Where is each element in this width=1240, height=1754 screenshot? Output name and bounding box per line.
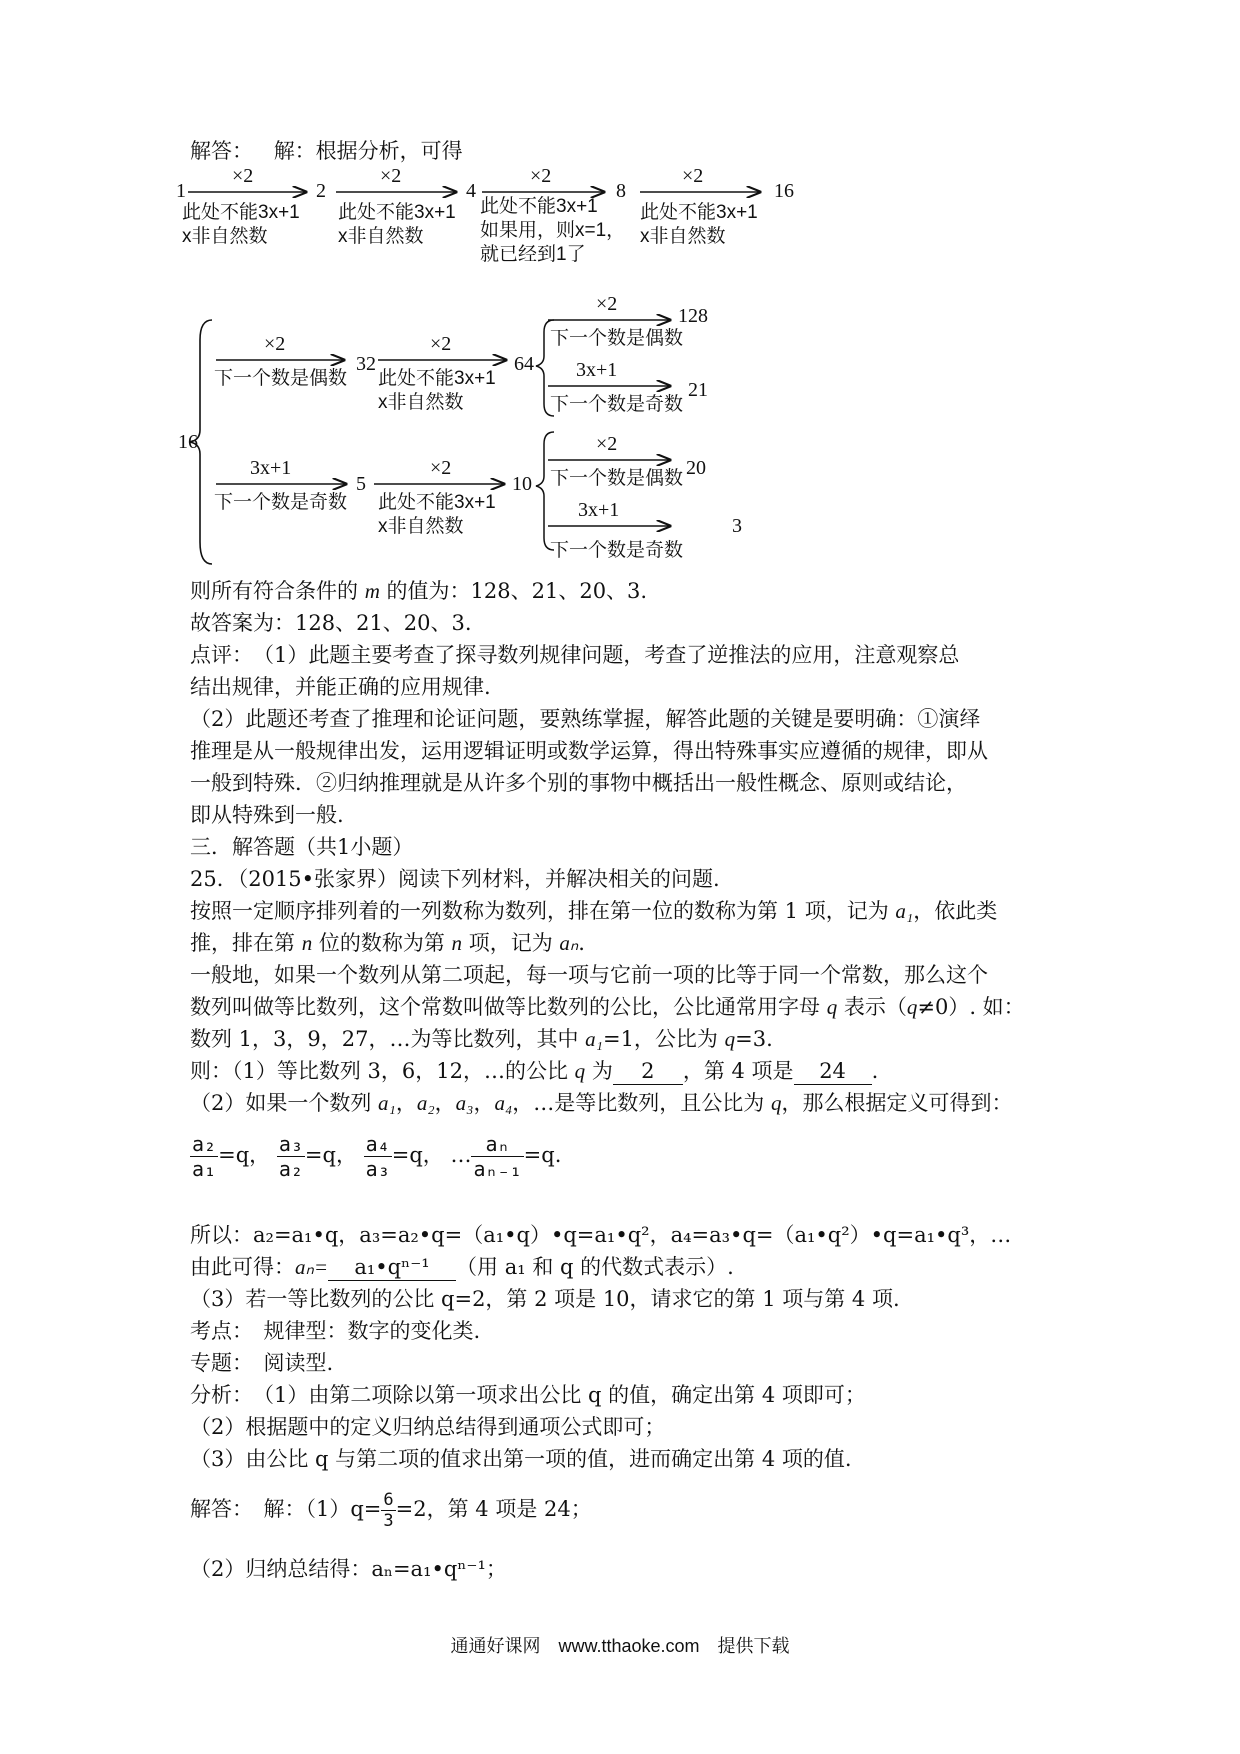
- denominator: a₂: [278, 1157, 303, 1181]
- var: q: [826, 995, 838, 1019]
- text: .: [578, 931, 585, 955]
- text: 位的数称为第: [312, 931, 452, 955]
- branch-label: 下一个数是偶数: [550, 468, 684, 489]
- text: ，: [473, 1091, 495, 1115]
- flow-diagram-2: [178, 280, 778, 570]
- op-label: 3x+1: [250, 457, 292, 479]
- var: a₁: [585, 1027, 603, 1051]
- knowledge-point: 考点： 规律型：数字的变化类.: [190, 1319, 481, 1343]
- denominator: a₁: [192, 1157, 217, 1181]
- var: a₂: [416, 1091, 435, 1115]
- text: 则所有符合条件的: [190, 579, 365, 603]
- node-21: 21: [688, 379, 708, 401]
- text: 按照一定顺序排列着的一列数称为数列，排在第一位的数称为第 1 项，记为: [190, 899, 896, 923]
- op-label: ×2: [596, 293, 618, 315]
- analysis-line: （3）由公比 q 与第二项的值求出第一项的值，进而确定出第 4 项的值.: [190, 1447, 852, 1471]
- var: aₙ=: [295, 1255, 329, 1279]
- note-line: 如果用，则x=1，: [480, 220, 626, 241]
- comment-line: 点评： （1）此题主要考查了探寻数列规律问题，考查了逆推法的应用，注意观察总: [190, 643, 960, 667]
- op-label: ×2: [430, 333, 452, 355]
- fraction: [277, 1132, 305, 1181]
- problem-title: 25．（2015•张家界）阅读下列材料，并解决相关的问题.: [190, 867, 720, 891]
- fraction: [190, 1132, 218, 1181]
- text: ，第 4 项是: [682, 1059, 794, 1083]
- analysis-line: （2）根据题中的定义归纳总结得到通项公式即可；: [190, 1415, 666, 1439]
- var-m: m: [364, 579, 380, 603]
- text: =q，: [391, 1143, 444, 1167]
- fraction: [364, 1132, 392, 1181]
- comment-line: （2）此题还考查了推理和论证问题，要熟练掌握，解答此题的关键是要明确：①演绎: [190, 707, 981, 731]
- note-line: 就已经到1了: [480, 244, 586, 265]
- var: q: [906, 995, 918, 1019]
- var: n: [451, 931, 463, 955]
- solution-line: （2）归纳总结得：aₙ=a₁•qⁿ⁻¹；: [190, 1557, 507, 1581]
- problem-text: 一般地，如果一个数列从第二项起，每一项与它前一项的比等于同一个常数，那么这个: [190, 963, 988, 987]
- node-20: 20: [686, 457, 706, 479]
- branch-label: 下一个数是奇数: [550, 394, 684, 415]
- numerator: 6: [383, 1490, 394, 1510]
- formula-line: [190, 1254, 734, 1281]
- text: 数列 1，3，9，27，…为等比数列，其中: [190, 1027, 586, 1051]
- op-label: ×2: [596, 433, 618, 455]
- fraction: [381, 1490, 395, 1531]
- note-line: x非自然数: [378, 392, 464, 413]
- answer-line: 故答案为：128、21、20、3.: [190, 611, 472, 635]
- text: =q.: [523, 1143, 562, 1167]
- problem-text: [190, 994, 1025, 1020]
- text: ，…是等比数列，且公比为: [512, 1091, 771, 1115]
- comment-line: 推理是从一般规律出发，运用逻辑证明或数学运算，得出特殊事实应遵循的规律，即从: [190, 739, 988, 763]
- denominator: 3: [383, 1511, 394, 1531]
- text: ，: [434, 1091, 456, 1115]
- note-line: 此处不能3x+1: [338, 202, 456, 223]
- text: =3.: [735, 1027, 773, 1051]
- var: q: [574, 1059, 586, 1083]
- question-2: [190, 1090, 1012, 1116]
- node-3: 3: [732, 515, 742, 537]
- text: =2，第 4 项是 24；: [395, 1497, 592, 1521]
- op-label: ×2: [682, 165, 704, 187]
- problem-text: [190, 898, 997, 924]
- text: 则：（1）等比数列 3，6，12，…的公比: [190, 1059, 575, 1083]
- node-5: 5: [356, 473, 366, 495]
- node-1: 1: [176, 180, 186, 202]
- op-label: 3x+1: [578, 499, 620, 521]
- result-line: [190, 578, 647, 604]
- answer-label: 解答：: [190, 139, 253, 163]
- question-3: （3）若一等比数列的公比 q=2，第 2 项是 10，请求它的第 1 项与第 4 项.: [190, 1287, 900, 1311]
- text: 为: [585, 1059, 613, 1083]
- text: ≠0）. 如：: [917, 995, 1025, 1019]
- op-label: 3x+1: [576, 359, 618, 381]
- question-1: [190, 1058, 878, 1085]
- text: ，依此类: [913, 899, 998, 923]
- note-line: x非自然数: [182, 226, 268, 247]
- comment-line: 即从特殊到一般.: [190, 803, 344, 827]
- analysis-line: 分析： （1）由第二项除以第一项求出公比 q 的值，确定出第 4 项即可；: [190, 1383, 866, 1407]
- text: =q，: [304, 1143, 357, 1167]
- answer-blank: 24: [794, 1058, 872, 1085]
- note-line: x非自然数: [378, 516, 464, 537]
- denominator: aₙ₋₁: [473, 1157, 522, 1181]
- node-10: 10: [512, 473, 532, 495]
- fraction: [471, 1132, 523, 1181]
- text: （2）如果一个数列: [190, 1091, 379, 1115]
- note-line: x非自然数: [338, 226, 424, 247]
- node-2: 2: [316, 180, 326, 202]
- branch-label: 下一个数是偶数: [550, 328, 684, 349]
- branch-label: 下一个数是奇数: [550, 540, 684, 561]
- numerator: a₃: [278, 1132, 303, 1156]
- op-label: ×2: [264, 333, 286, 355]
- var: a₃: [455, 1091, 474, 1115]
- text: ，那么根据定义可得到：: [781, 1091, 1013, 1115]
- numerator: aₙ: [471, 1132, 523, 1157]
- var: a₁: [378, 1091, 396, 1115]
- answer-blank: a₁•qⁿ⁻¹: [328, 1254, 456, 1281]
- var: a₁: [895, 899, 914, 923]
- op-label: ×2: [380, 165, 402, 187]
- note-line: x非自然数: [640, 226, 726, 247]
- node-64: 64: [514, 353, 534, 375]
- derivation-line: 所以：a₂=a₁•q，a₃=a₂•q=（a₁•q）•q=a₁•q²，a₄=a₃•q=（a₁•q²）•q=a₁•q³，…: [190, 1223, 1012, 1247]
- text: =q，: [218, 1143, 271, 1167]
- branch-label: 下一个数是偶数: [214, 368, 348, 389]
- text: …: [450, 1143, 472, 1167]
- node-4: 4: [466, 180, 476, 202]
- denominator: a₃: [365, 1157, 390, 1181]
- text: 项，记为: [462, 931, 560, 955]
- fraction-row: [190, 1132, 561, 1181]
- node-16: 16: [774, 180, 794, 202]
- solution-line: [190, 1490, 592, 1531]
- answer-blank: 2: [613, 1058, 683, 1085]
- op-label: ×2: [232, 165, 254, 187]
- comment-line: 结出规律，并能正确的应用规律.: [190, 675, 491, 699]
- var: n: [301, 931, 313, 955]
- text: （用 a₁ 和 q 的代数式表示）.: [456, 1255, 734, 1279]
- text: 表示（: [837, 995, 907, 1019]
- text: 由此可得：: [190, 1255, 295, 1279]
- problem-text: [190, 930, 585, 956]
- footer-watermark: 通通好课网 www.tthaoke.com 提供下载: [450, 1636, 790, 1656]
- text: =1，公比为: [602, 1027, 725, 1051]
- problem-text: [190, 1026, 773, 1052]
- section-heading: 三．解答题（共1小题）: [190, 835, 414, 859]
- var: a₄: [494, 1091, 513, 1115]
- flow-diagram-1: [170, 160, 830, 270]
- numerator: a₂: [192, 1132, 217, 1156]
- text: .: [871, 1059, 879, 1083]
- text: 的值为：128、21、20、3.: [379, 579, 648, 603]
- node-16: 16: [178, 431, 198, 453]
- note-line: 此处不能3x+1: [640, 202, 758, 223]
- op-label: ×2: [530, 165, 552, 187]
- note-line: 此处不能3x+1: [378, 492, 496, 513]
- node-32: 32: [356, 353, 376, 375]
- numerator: a₄: [365, 1132, 390, 1156]
- note-line: 此处不能3x+1: [182, 202, 300, 223]
- text: 数列叫做等比数列，这个常数叫做等比数列的公比，公比通常用字母: [190, 995, 827, 1019]
- note-line: 此处不能3x+1: [378, 368, 496, 389]
- text: 推，排在第: [190, 931, 302, 955]
- answer-intro: 解：根据分析，可得: [273, 139, 463, 163]
- var: aₙ: [559, 931, 579, 955]
- comment-line: 一般到特殊．②归纳推理就是从许多个别的事物中概括出一般性概念、原则或结论，: [190, 771, 967, 795]
- text: 解答： 解：（1）q=: [190, 1497, 382, 1521]
- branch-label: 下一个数是奇数: [214, 492, 348, 513]
- node-8: 8: [616, 180, 626, 202]
- text: ，: [395, 1091, 417, 1115]
- var: q: [770, 1091, 782, 1115]
- topic: 专题： 阅读型.: [190, 1351, 334, 1375]
- op-label: ×2: [430, 457, 452, 479]
- var: q: [724, 1027, 736, 1051]
- node-128: 128: [678, 305, 708, 327]
- note-line: 此处不能3x+1: [480, 196, 598, 217]
